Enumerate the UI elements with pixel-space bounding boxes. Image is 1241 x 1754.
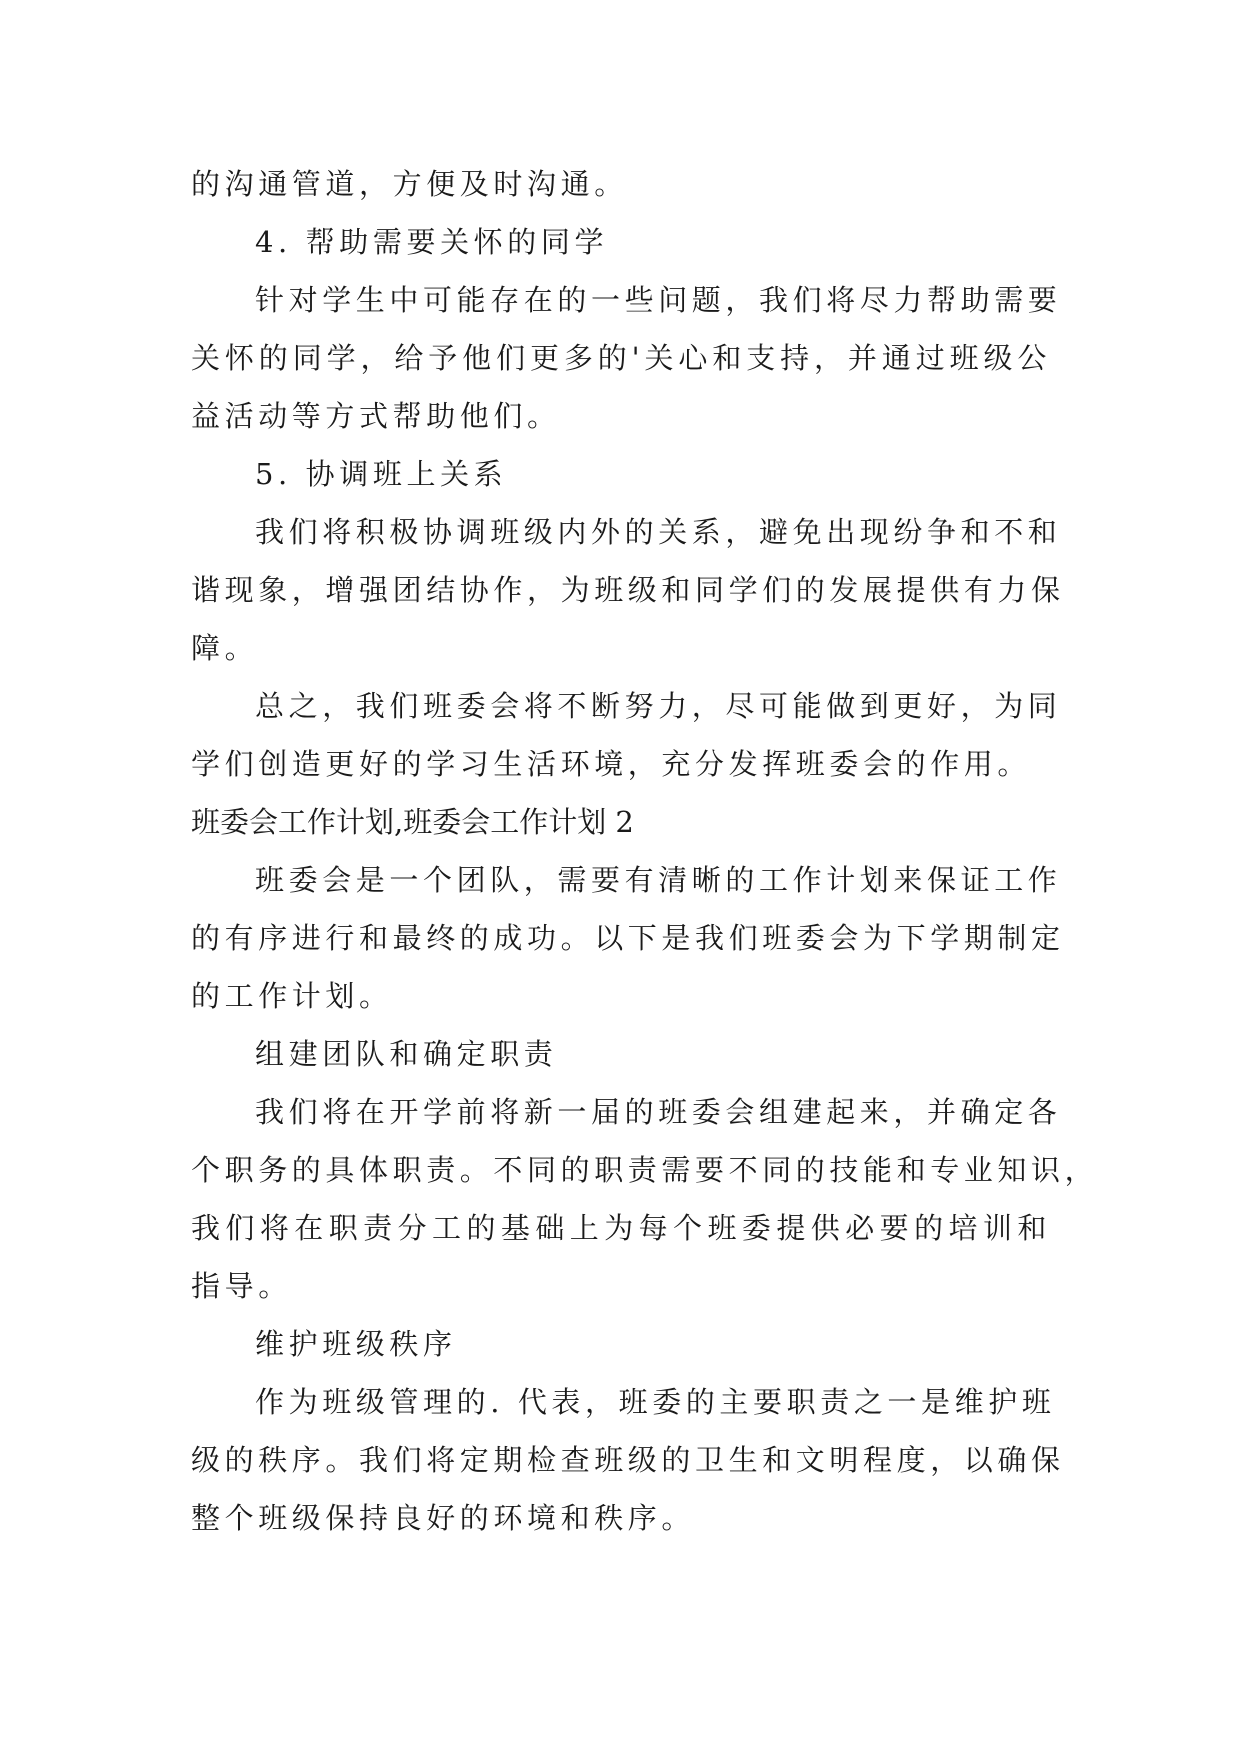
paragraph-line: 益活动等方式帮助他们。 <box>191 399 561 433</box>
paragraph-line: 作为班级管理的. 代表，班委的主要职责之一是维护班 <box>255 1385 1056 1419</box>
numbered-heading: 4. 帮助需要关怀的同学 <box>255 225 609 259</box>
paragraph-line: 障。 <box>191 631 259 665</box>
paragraph-line: 总之，我们班委会将不断努力，尽可能做到更好，为同 <box>255 689 1062 723</box>
paragraph-line: 班委会是一个团队，需要有清晰的工作计划来保证工作 <box>255 863 1062 897</box>
subheading: 组建团队和确定职责 <box>255 1037 558 1071</box>
paragraph-line: 关怀的同学，给予他们更多的'关心和支持，并通过班级公 <box>191 341 1051 375</box>
paragraph-line: 个职务的具体职责。不同的职责需要不同的技能和专业知识， <box>191 1153 1099 1187</box>
paragraph-line: 学们创造更好的学习生活环境，充分发挥班委会的作用。 <box>191 747 1032 781</box>
numbered-heading: 5. 协调班上关系 <box>255 457 508 491</box>
section-title: 班委会工作计划,班委会工作计划 2 <box>191 805 634 839</box>
paragraph-line: 级的秩序。我们将定期检查班级的卫生和文明程度，以确保 <box>191 1443 1065 1477</box>
paragraph-line: 我们将在开学前将新一届的班委会组建起来，并确定各 <box>255 1095 1062 1129</box>
paragraph-line: 我们将在职责分工的基础上为每个班委提供必要的培训和 <box>191 1211 1051 1245</box>
paragraph-line: 的沟通管道，方便及时沟通。 <box>191 167 628 201</box>
paragraph-line: 的有序进行和最终的成功。以下是我们班委会为下学期制定 <box>191 921 1065 955</box>
paragraph-line: 谐现象，增强团结协作，为班级和同学们的发展提供有力保 <box>191 573 1065 607</box>
paragraph-line: 针对学生中可能存在的一些问题，我们将尽力帮助需要 <box>255 283 1062 317</box>
paragraph-line: 整个班级保持良好的环境和秩序。 <box>191 1501 696 1535</box>
paragraph-line: 我们将积极协调班级内外的关系，避免出现纷争和不和 <box>255 515 1062 549</box>
paragraph-line: 指导。 <box>191 1269 292 1303</box>
paragraph-line: 的工作计划。 <box>191 979 393 1013</box>
document-page <box>191 155 1099 1547</box>
subheading: 维护班级秩序 <box>255 1327 457 1361</box>
